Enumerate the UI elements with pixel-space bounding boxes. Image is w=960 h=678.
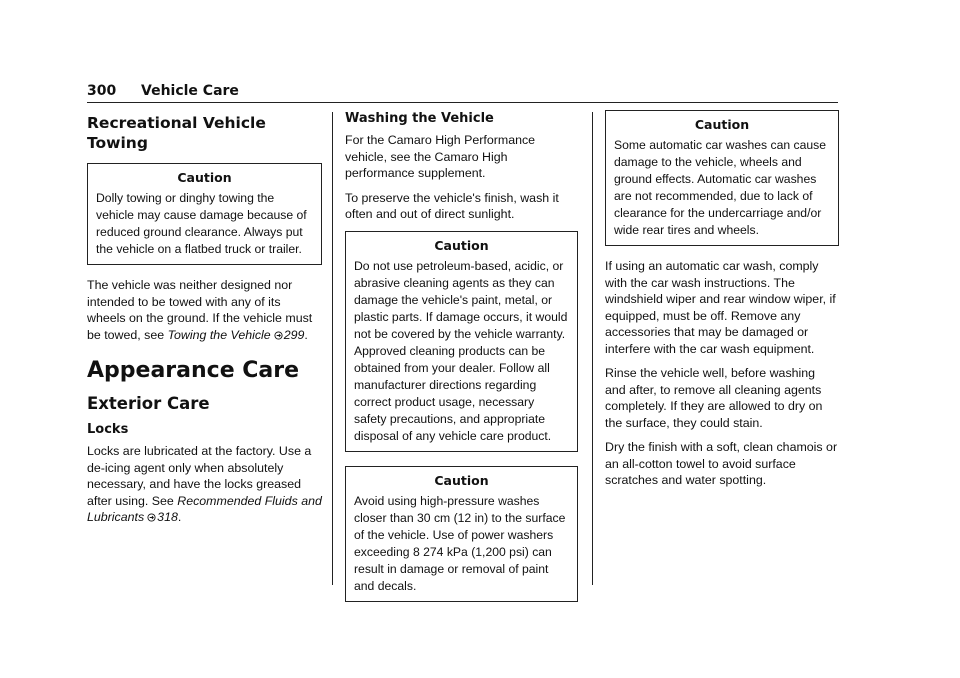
- caution-body: Avoid using high-pressure washes closer than 30 cm (12 in) to the surface of the vehicle. Use of power washers exceeding 8 274 kPa (1,200 psi) can result in damage or removal of paint and decals.: [354, 493, 566, 593]
- paragraph-text: The vehicle was neither designed nor intended to be towed with any of its wheels on the ground. If the vehicle must be towed, see: [87, 278, 313, 342]
- page-header: [87, 82, 838, 103]
- cross-reference-page[interactable]: 318: [157, 510, 178, 524]
- column-divider: [332, 112, 333, 585]
- column-1: [87, 110, 322, 534]
- caution-title: Caution: [177, 170, 232, 185]
- heading-appearance-care: Appearance Care: [87, 358, 300, 383]
- paragraph: Rinse the vehicle well, before washing and after, to remove all cleaning agents completely. If they are allowed to dry on the surface, they could stain.: [605, 366, 823, 430]
- caution-box: [87, 163, 322, 265]
- caution-title: Caution: [694, 117, 750, 132]
- caution-box: [605, 110, 839, 246]
- heading-locks: Locks: [87, 422, 129, 437]
- heading-recreational-vehicle-towing: Recreational Vehicle Towing: [87, 114, 266, 152]
- page-number: 300: [87, 83, 117, 99]
- paragraph: Dry the finish with a soft, clean chamois or an all-cotton towel to avoid surface scratches and water spotting.: [605, 440, 838, 487]
- heading-exterior-care: Exterior Care: [87, 394, 210, 413]
- heading-washing-the-vehicle: Washing the Vehicle: [345, 111, 494, 126]
- paragraph: If using an automatic car wash, comply with the car wash instructions. The windshield wiper and rear window wiper, if equipped, must be off. Remove any accessories that may be damaged or interfere with the car wash equipment.: [605, 259, 836, 356]
- cross-reference-page[interactable]: 299: [283, 327, 305, 342]
- caution-body: Do not use petroleum-based, acidic, or abrasive cleaning agents as they can damage the vehicle's paint, metal, or plastic parts. If damage occurs, it would not be covered by the vehicle warranty. Approved cleaning products can be obtained from your dealer. Follow all manufacturer directions regarding correct product usage, necessary safety precautions, and appropriate disposal of any vehicle care product.: [354, 258, 568, 443]
- page-ref-arrow-icon: [274, 331, 283, 340]
- column-3: [605, 110, 839, 497]
- paragraph: The vehicle was neither designed nor intended to be towed with any of its wheels on the ground. If the vehicle must be towed, see Towing the Vehicle 299.: [87, 278, 313, 342]
- cross-reference-link[interactable]: Towing the Vehicle: [167, 327, 271, 342]
- caution-title: Caution: [434, 472, 489, 488]
- caution-body: Dolly towing or dinghy towing the vehicle may cause damage because of reduced ground clearance. Always put the vehicle on a flatbed truck or trailer.: [96, 191, 307, 256]
- caution-title: Caution: [434, 237, 489, 253]
- paragraph: For the Camaro High Performance vehicle, see the Camaro High performance supplement.: [345, 133, 536, 180]
- paragraph: To preserve the vehicle's finish, wash it often and out of direct sunlight.: [345, 190, 559, 221]
- column-divider: [592, 112, 593, 585]
- column-2: [345, 110, 578, 614]
- caution-body: Some automatic car washes can cause damage to the vehicle, wheels and ground effects. Automatic car washes are not recommended, due to lack of clearance for the undercarriage and/or wide rear tires and wheels.: [614, 138, 827, 237]
- caution-box: [345, 231, 578, 452]
- paragraph-text: Locks are lubricated at the factory. Use a de-icing agent only when absolutely necessary, and have the locks greased after using. See: [87, 444, 312, 508]
- cross-reference-link[interactable]: Recommended Fluids and Lubricants: [87, 493, 322, 524]
- paragraph: Locks are lubricated at the factory. Use a de-icing agent only when absolutely necessary, and have the locks greased after using. See Recommended Fluids and Lubricants 318.: [87, 444, 322, 524]
- page-ref-arrow-icon: [147, 513, 156, 522]
- caution-box: [345, 466, 578, 602]
- section-title: Vehicle Care: [141, 83, 239, 99]
